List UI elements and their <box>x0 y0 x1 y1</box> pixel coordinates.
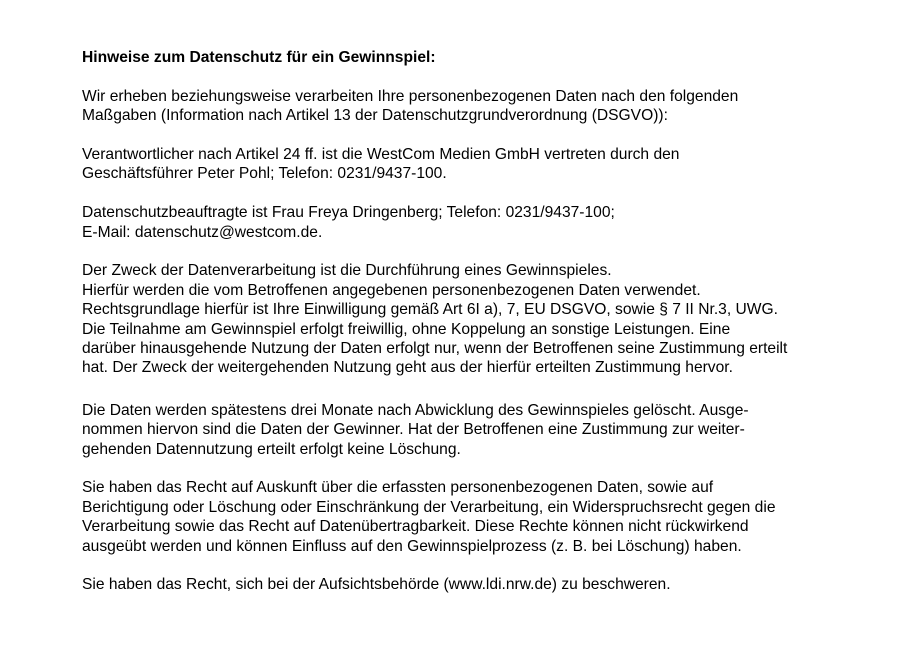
privacy-notice-document <box>82 48 862 614</box>
text-line: darüber hinausgehende Nutzung der Daten erfolgt nur, wenn der Betroffenen seine Zustimmung erteilt <box>82 340 788 358</box>
text-line: Die Daten werden spätestens drei Monate nach Abwicklung des Gewinnspieles gelöscht. Ausge- <box>82 401 749 419</box>
text-line: Rechtsgrundlage hierfür ist Ihre Einwilligung gemäß Art 6I a), 7, EU DSGVO, sowie § 7 II Nr.3, UWG. <box>82 301 778 319</box>
text-line: Maßgaben (Information nach Artikel 13 der Datenschutzgrundverordnung (DSGVO)): <box>82 107 668 125</box>
paragraph-data-protection-officer <box>82 203 862 242</box>
text-line: gehenden Datennutzung erteilt erfolgt keine Löschung. <box>82 440 461 458</box>
paragraph-controller <box>82 145 862 184</box>
text-line: E-Mail: datenschutz@westcom.de. <box>82 223 323 241</box>
text-line: hat. Der Zweck der weitergehenden Nutzung geht aus der hierfür erteilten Zustimmung hervor. <box>82 359 733 377</box>
text-line: Geschäftsführer Peter Pohl; Telefon: 0231/9437-100. <box>82 165 447 183</box>
paragraph-deletion <box>82 401 862 459</box>
text-line: Wir erheben beziehungsweise verarbeiten Ihre personenbezogenen Daten nach den folgenden <box>82 87 739 105</box>
text-line: Der Zweck der Datenverarbeitung ist die Durchführung eines Gewinnspieles. <box>82 262 612 280</box>
paragraph-data-collection-intro <box>82 87 862 126</box>
text-line: Die Teilnahme am Gewinnspiel erfolgt freiwillig, ohne Koppelung an sonstige Leistungen. Eine <box>82 320 731 338</box>
text-line: ausgeübt werden und können Einfluss auf den Gewinnspielprozess (z. B. bei Löschung) haben. <box>82 537 742 555</box>
paragraph-rights <box>82 478 862 556</box>
text-line: Hierfür werden die vom Betroffenen angegebenen personenbezogenen Daten verwendet. <box>82 281 701 299</box>
text-line: Datenschutzbeauftragte ist Frau Freya Dringenberg; Telefon: 0231/9437-100; <box>82 204 615 222</box>
text-line: nommen hiervon sind die Daten der Gewinner. Hat der Betroffenen eine Zustimmung zur weiter- <box>82 421 745 439</box>
text-line: Sie haben das Recht, sich bei der Aufsichtsbehörde (www.ldi.nrw.de) zu beschweren. <box>82 576 671 594</box>
text-line: Berichtigung oder Löschung oder Einschränkung der Verarbeitung, ein Widerspruchsrecht gegen die <box>82 498 776 516</box>
paragraph-complaint <box>82 575 862 594</box>
text-line: Verarbeitung sowie das Recht auf Datenübertragbarkeit. Diese Rechte können nicht rückwirkend <box>82 518 749 536</box>
paragraph-purpose <box>82 261 862 377</box>
text-line: Verantwortlicher nach Artikel 24 ff. ist die WestCom Medien GmbH vertreten durch den <box>82 146 680 163</box>
document-heading: Hinweise zum Datenschutz für ein Gewinnspiel: <box>82 49 436 66</box>
text-line: Sie haben das Recht auf Auskunft über die erfassten personenbezogenen Daten, sowie auf <box>82 479 714 497</box>
